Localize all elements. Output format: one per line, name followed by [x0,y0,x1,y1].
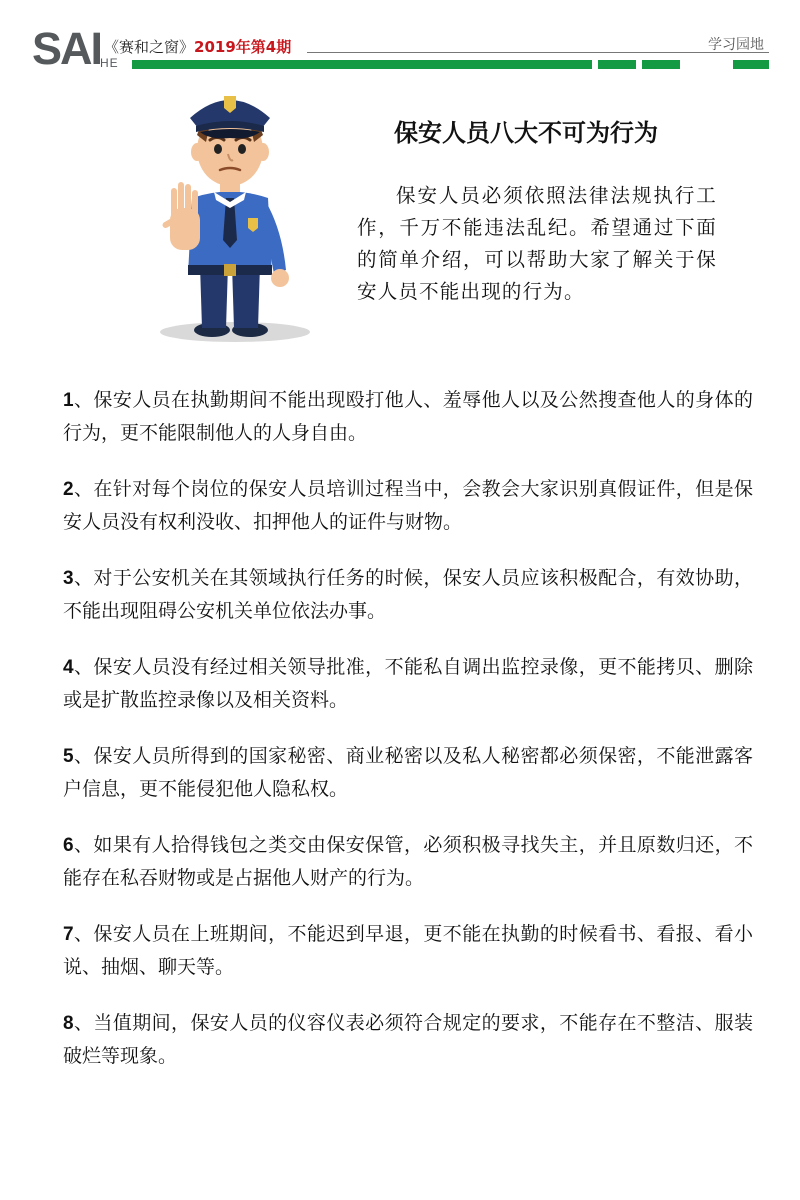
rule-item [63,562,753,627]
header-green-bar [132,60,592,69]
magazine-header [104,36,291,57]
rule-number: 4 [63,657,74,678]
rule-item [63,651,753,716]
rule-item [63,918,753,983]
rule-number: 2 [63,479,74,500]
rule-text: 、保安人员在执勤期间不能出现殴打他人、羞辱他人以及公然搜查他人的身体的行为，更不能限制他人的人身自由。 [63,389,753,444]
rule-text: 、保安人员没有经过相关领导批准，不能私自调出监控录像，更不能拷贝、删除或是扩散监控录像以及相关资料。 [63,656,753,711]
rule-text: 、保安人员在上班期间，不能迟到早退，更不能在执勤的时候看书、看报、看小说、抽烟、聊天等。 [63,923,753,978]
rule-text: 、保安人员所得到的国家秘密、商业秘密以及私人秘密都必须保密，不能泄露客户信息，更不能侵犯他人隐私权。 [63,745,753,800]
section-label: 学习园地 [708,37,764,53]
rule-item [63,829,753,894]
rule-item [63,473,753,538]
header-green-bar [733,60,769,69]
intro-paragraph: 保安人员必须依照法律法规执行工作，千万不能违法乱纪。希望通过下面的简单介绍，可以帮助大家了解关于保安人员不能出现的行为。 [357,184,717,303]
rule-item [63,384,753,449]
rule-number: 5 [63,746,74,767]
header-rule [307,52,769,53]
rule-number: 7 [63,924,74,945]
rule-number: 1 [63,390,74,411]
rule-text: 、当值期间，保安人员的仪容仪表必须符合规定的要求，不能存在不整洁、服装破烂等现象。 [63,1012,753,1067]
magazine-name: 《赛和之窗》 [104,38,195,56]
rule-number: 6 [63,835,74,856]
rule-number: 8 [63,1013,74,1034]
rule-item [63,740,753,805]
logo-sub: HE [100,56,119,70]
header-green-bar [598,60,636,69]
rule-item [63,1007,753,1072]
rules-list [63,384,753,1096]
rule-number: 3 [63,568,74,589]
logo: SAI [32,23,102,74]
rule-text: 、对于公安机关在其领域执行任务的时候，保安人员应该积极配合，有效协助，不能出现阻碍公安机关单位依法办事。 [63,567,753,622]
page-title: 保安人员八大不可为行为 [394,119,658,147]
issue-label: 2019年第4期 [194,38,292,56]
rule-text: 、在针对每个岗位的保安人员培训过程当中，会教会大家识别真假证件，但是保安人员没有权利没收、扣押他人的证件与财物。 [63,478,753,533]
police-officer-stop-gesture-icon [140,80,310,345]
header-green-bar [642,60,680,69]
rule-text: 、如果有人拾得钱包之类交由保安保管，必须积极寻找失主，并且原数归还，不能存在私吞财物或是占据他人财产的行为。 [63,834,753,889]
